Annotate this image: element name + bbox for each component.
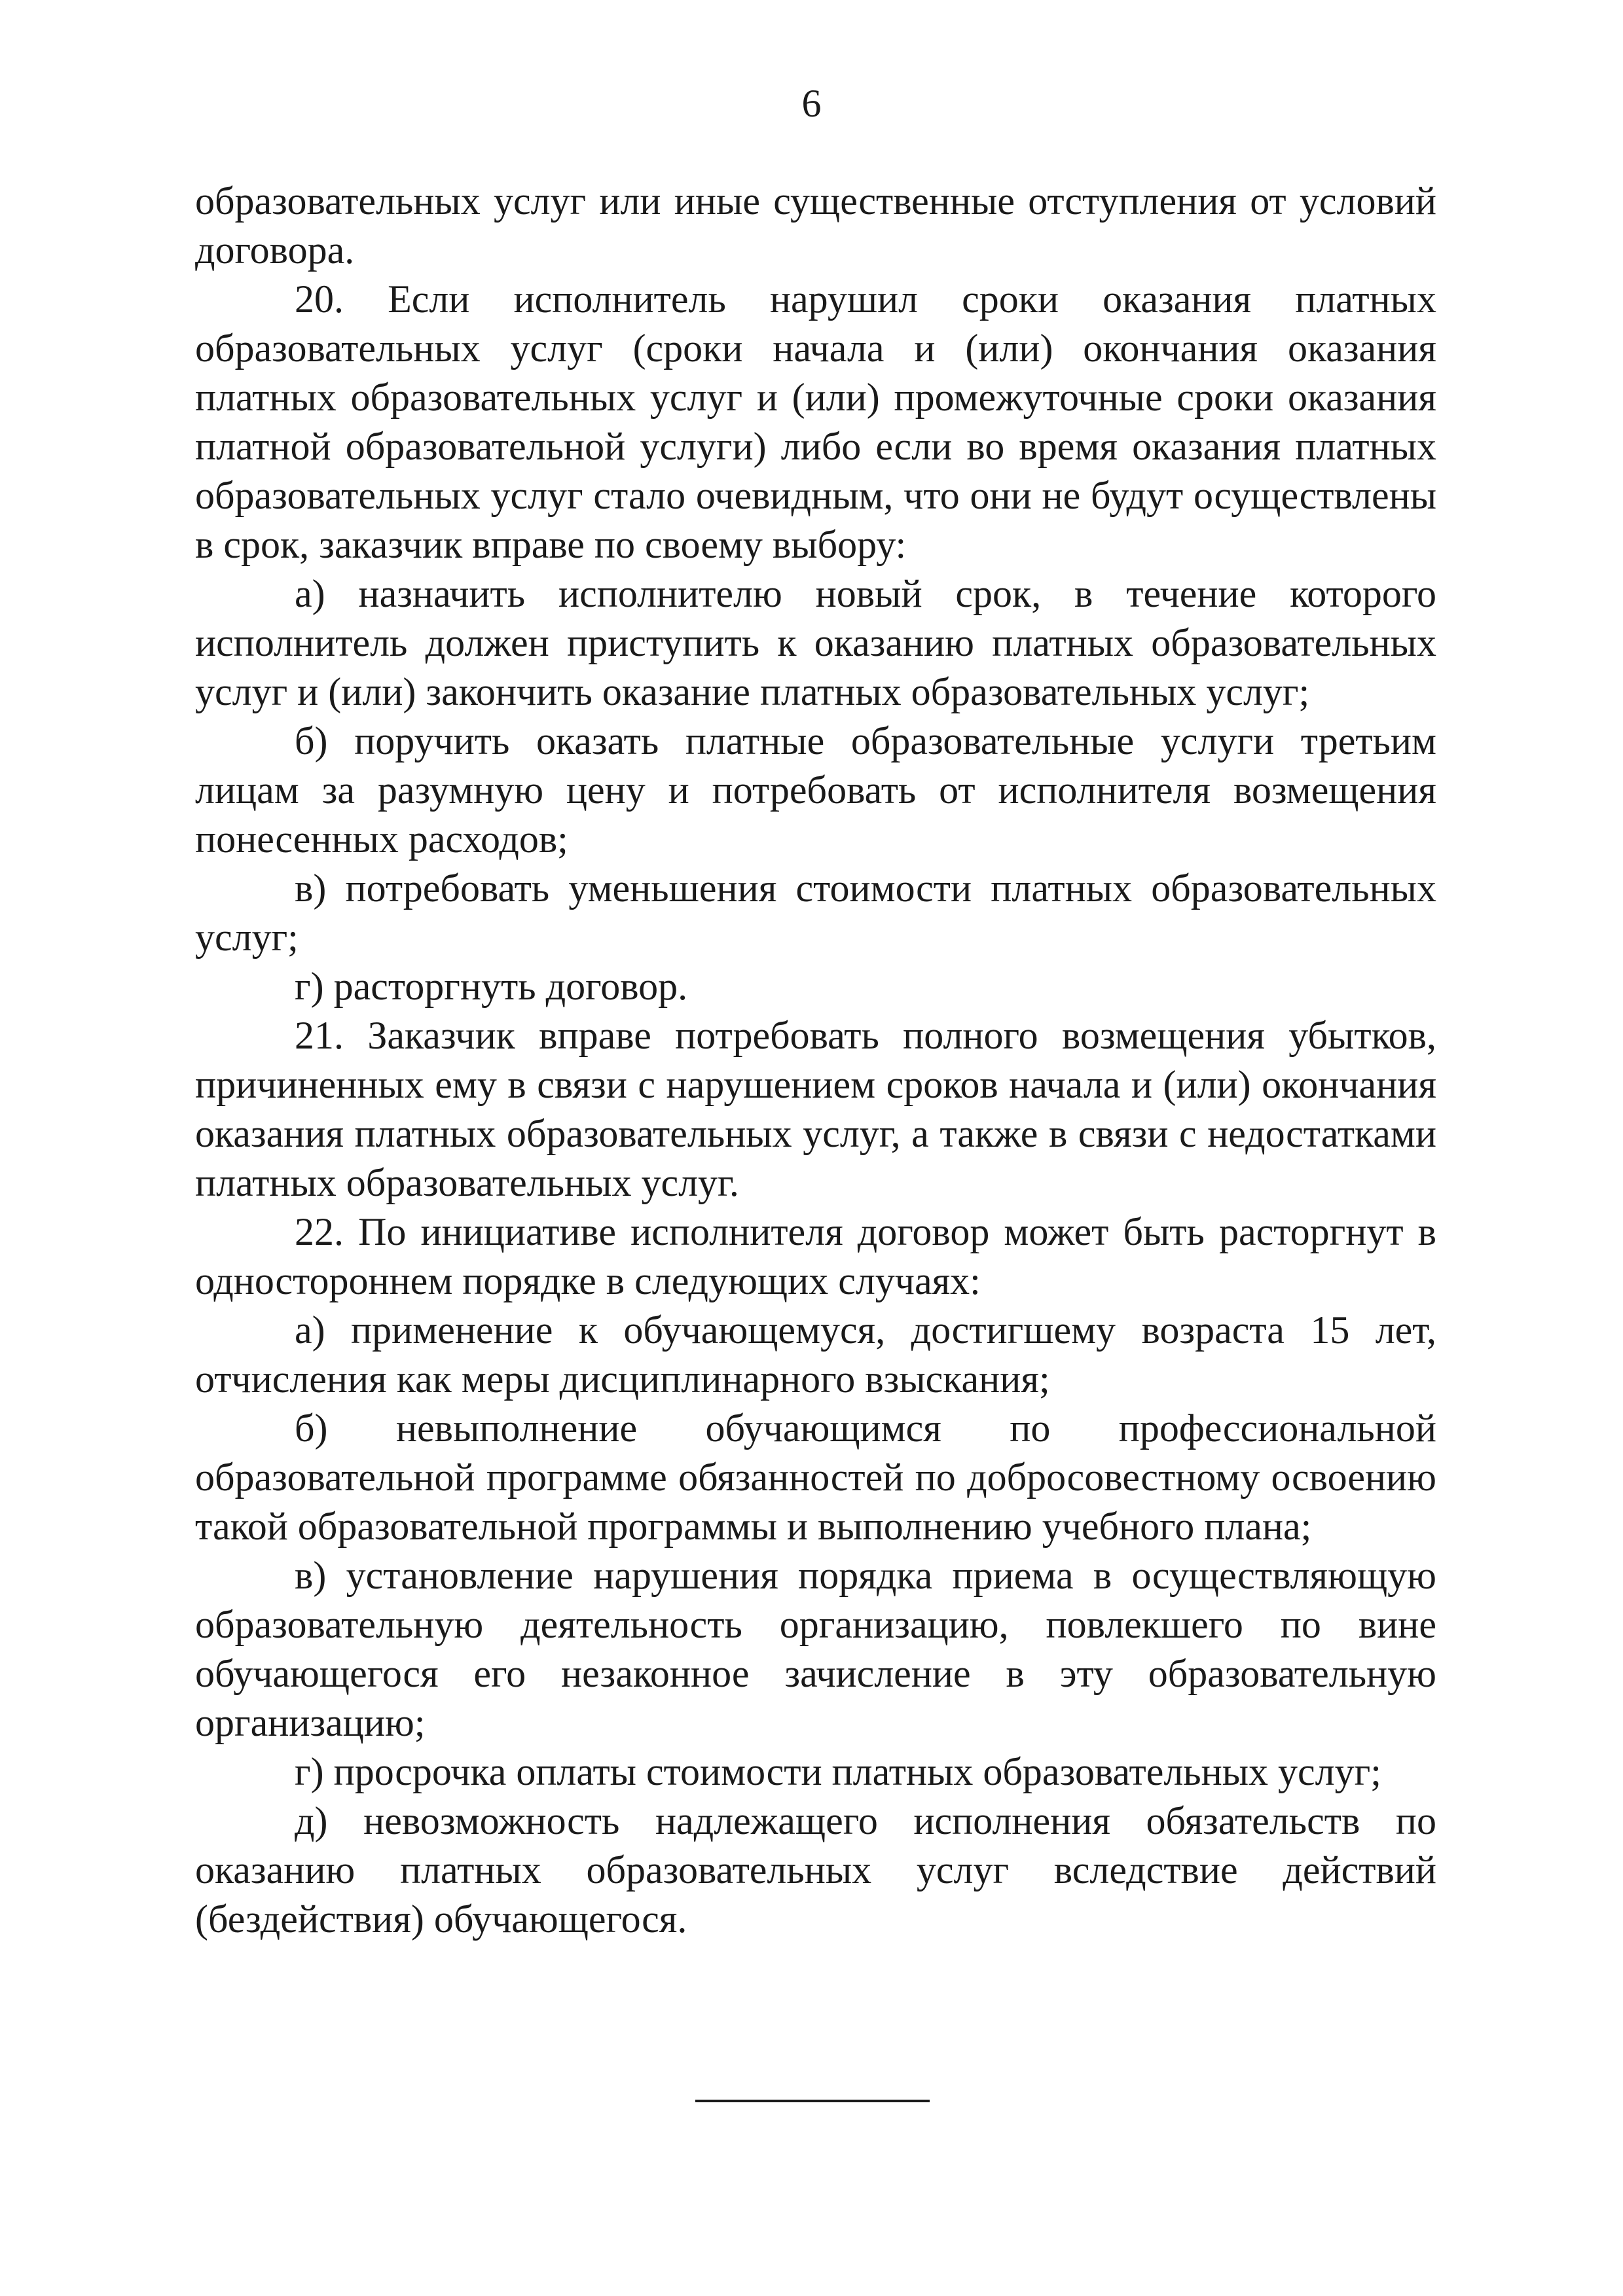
clause-22-item-a: а) применение к обучающемуся, достигшему возраста 15 лет, отчисления как меры дисциплинарного взыскания; <box>195 1308 1436 1401</box>
clause-22-item-v: в) установление нарушения порядка приема в осуществляющую образовательную деятельность организацию, повлекшего по вине обучающегося его незаконное зачисление в эту образовательную организацию; <box>195 1554 1436 1744</box>
document-body <box>195 177 1436 1944</box>
clause-22-item-g: г) просрочка оплаты стоимости платных образовательных услуг; <box>295 1750 1381 1793</box>
paragraph-continuation: образовательных услуг или иные существенные отступления от условий договора. <box>195 179 1436 272</box>
clause-20: 20. Если исполнитель нарушил сроки оказания платных образовательных услуг (сроки начала и (или) окончания оказания платных образовательных услуг и (или) промежуточные сроки оказания платной образовательной услуги) либо если во время оказания платных образовательных услуг стало очевидным, что они не будут осуществлены в срок, заказчик вправе по своему выбору: <box>195 278 1436 566</box>
clause-20-item-v: в) потребовать уменьшения стоимости платных образовательных услуг; <box>195 867 1436 959</box>
clause-21: 21. Заказчик вправе потребовать полного возмещения убытков, причиненных ему в связи с нарушением сроков начала и (или) окончания оказания платных образовательных услуг, а также в связи с недостатками платных образовательных услуг. <box>195 1014 1436 1204</box>
clause-22-item-d: д) невозможность надлежащего исполнения обязательств по оказанию платных образовательных услуг вследствие действий (бездействия) обучающегося. <box>195 1799 1436 1941</box>
clause-22: 22. По инициативе исполнителя договор может быть расторгнут в одностороннем порядке в следующих случаях: <box>195 1210 1436 1302</box>
page-number: 6 <box>801 82 822 125</box>
clause-22-item-b: б) невыполнение обучающимся по профессиональной образовательной программе обязанностей по добросовестному освоению такой образовательной программы и выполнению учебного плана; <box>195 1407 1436 1548</box>
clause-20-item-b: б) поручить оказать платные образовательные услуги третьим лицам за разумную цену и потребовать от исполнителя возмещения понесенных расходов; <box>195 719 1436 861</box>
clause-20-item-a: а) назначить исполнителю новый срок, в течение которого исполнитель должен приступить к оказанию платных образовательных услуг и (или) закончить оказание платных образовательных услуг; <box>195 572 1436 713</box>
clause-20-item-g: г) расторгнуть договор. <box>295 965 688 1008</box>
closing-divider <box>695 2100 930 2102</box>
